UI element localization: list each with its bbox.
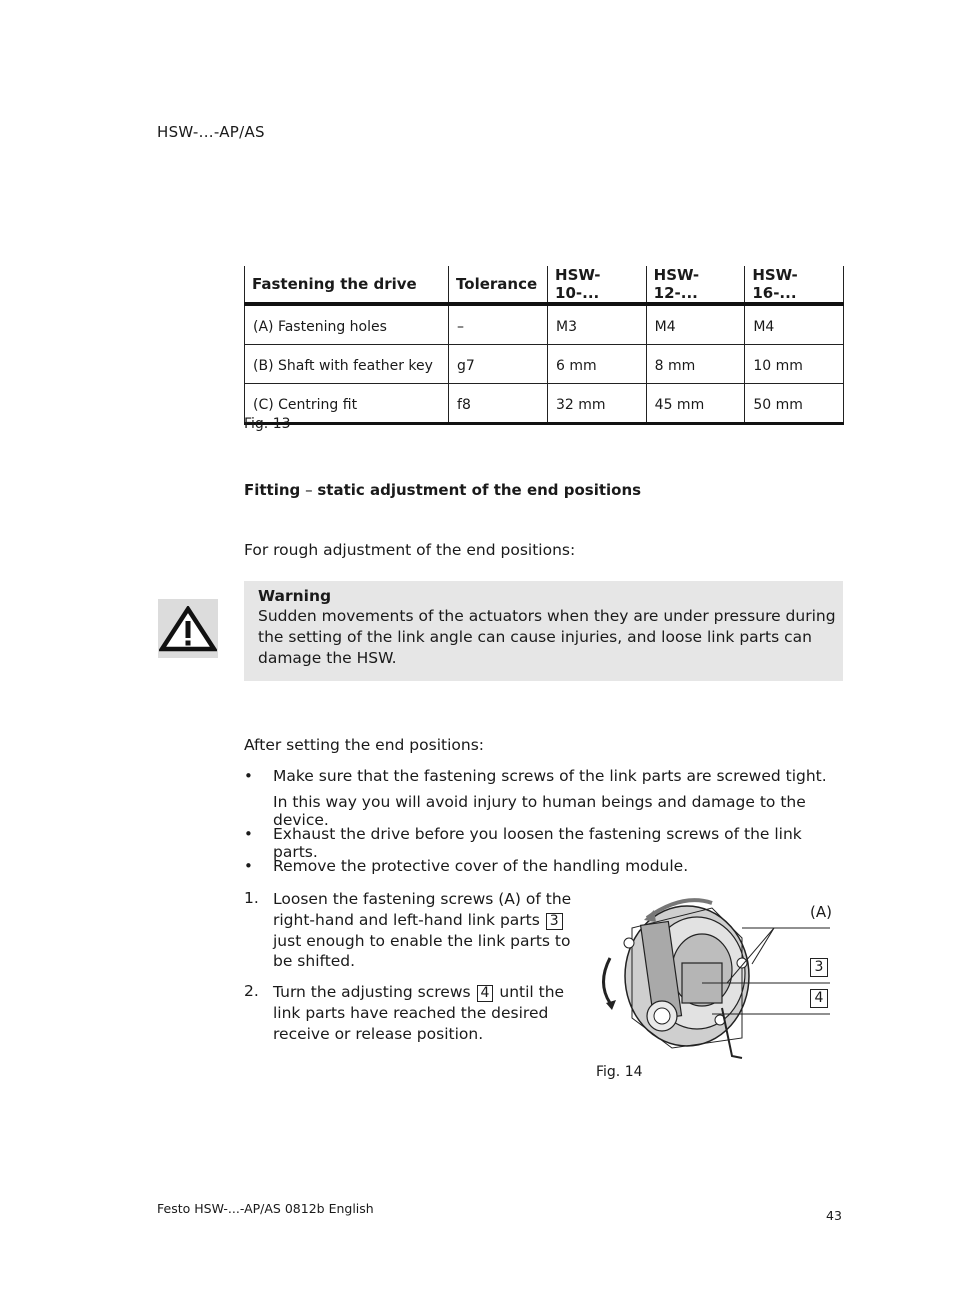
warning-triangle-icon: [159, 606, 217, 652]
intro-paragraph: For rough adjustment of the end positions:: [244, 541, 576, 559]
table-cell: 10 mm: [745, 345, 844, 384]
table-cell: f8: [449, 384, 548, 424]
warning-text: Sudden movements of the actuators when they are under pressure during the setting of the link angle can cause injuries, and loose link parts can damage the HSW.: [258, 607, 836, 667]
step-text-part: just enough to enable the link parts to be shifted.: [273, 931, 571, 971]
table-cell: (B) Shaft with feather key: [245, 345, 449, 384]
table-row: [245, 345, 844, 384]
column-header: HSW-10-...: [548, 266, 647, 304]
table-row: [245, 304, 844, 345]
warning-icon-box: [158, 599, 218, 658]
table-row: [245, 384, 844, 424]
step-number: 2.: [244, 982, 259, 1000]
ref-number-box: 4: [477, 985, 494, 1002]
bullet-symbol: •: [244, 825, 253, 843]
heading-dash: –: [300, 481, 318, 499]
warning-title: Warning: [258, 587, 332, 605]
footer-doc-id: Festo HSW-...-AP/AS 0812b English: [157, 1201, 374, 1216]
column-header: HSW-12-...: [646, 266, 745, 304]
list-item: Make sure that the fastening screws of the link parts are screwed tight.: [273, 767, 827, 785]
page-number: 43: [826, 1208, 842, 1223]
column-header: Fastening the drive: [245, 266, 449, 304]
handling-module-illustration: [592, 888, 842, 1068]
step-text-part: until the link parts have reached the desired receive or release position.: [273, 983, 565, 1043]
callout-a: (A): [810, 903, 832, 921]
table-cell: 6 mm: [548, 345, 647, 384]
callout-3-box: 3: [810, 958, 828, 977]
running-header: HSW-...-AP/AS: [157, 123, 265, 141]
step-number: 1.: [244, 889, 259, 907]
heading-main: Fitting: [244, 481, 301, 499]
step-text: [273, 982, 583, 1044]
heading-rest: static adjustment of the end positions: [317, 481, 642, 499]
list-item: Exhaust the drive before you loosen the fastening screws of the link parts.: [273, 825, 802, 861]
table-header-row: [245, 266, 844, 304]
table-cell: 50 mm: [745, 384, 844, 424]
table-cell: M4: [745, 304, 844, 345]
fastening-spec-table: [244, 266, 844, 425]
column-header: Tolerance: [449, 266, 548, 304]
step-text-part: Loosen the fastening screws (A) of the right-hand and left-hand link parts: [273, 890, 572, 929]
column-header: HSW-16-...: [745, 266, 844, 304]
table-cell: M4: [646, 304, 745, 345]
figure-13-caption: Fig. 13: [244, 416, 291, 432]
bullet-symbol: •: [244, 767, 253, 785]
table-cell: 32 mm: [548, 384, 647, 424]
step-text-part: Turn the adjusting screws: [273, 983, 471, 1001]
table-cell: M3: [548, 304, 647, 345]
table-cell: g7: [449, 345, 548, 384]
ref-number-box: 3: [546, 913, 563, 930]
list-item-sub: In this way you will avoid injury to human beings and damage to the device.: [273, 793, 806, 829]
step-text: [273, 889, 583, 972]
callout-4-box: 4: [810, 989, 828, 1008]
table-cell: –: [449, 304, 548, 345]
table-cell: (C) Centring fit: [245, 384, 449, 424]
table-cell: 45 mm: [646, 384, 745, 424]
table-cell: 8 mm: [646, 345, 745, 384]
figure-14-caption: Fig. 14: [596, 1064, 643, 1080]
after-intro: After setting the end positions:: [244, 736, 484, 754]
table-cell: (A) Fastening holes: [245, 304, 449, 345]
bullet-symbol: •: [244, 857, 253, 875]
list-item: Remove the protective cover of the handling module.: [273, 857, 689, 875]
section-heading: [244, 481, 641, 499]
warning-box: [244, 581, 843, 681]
